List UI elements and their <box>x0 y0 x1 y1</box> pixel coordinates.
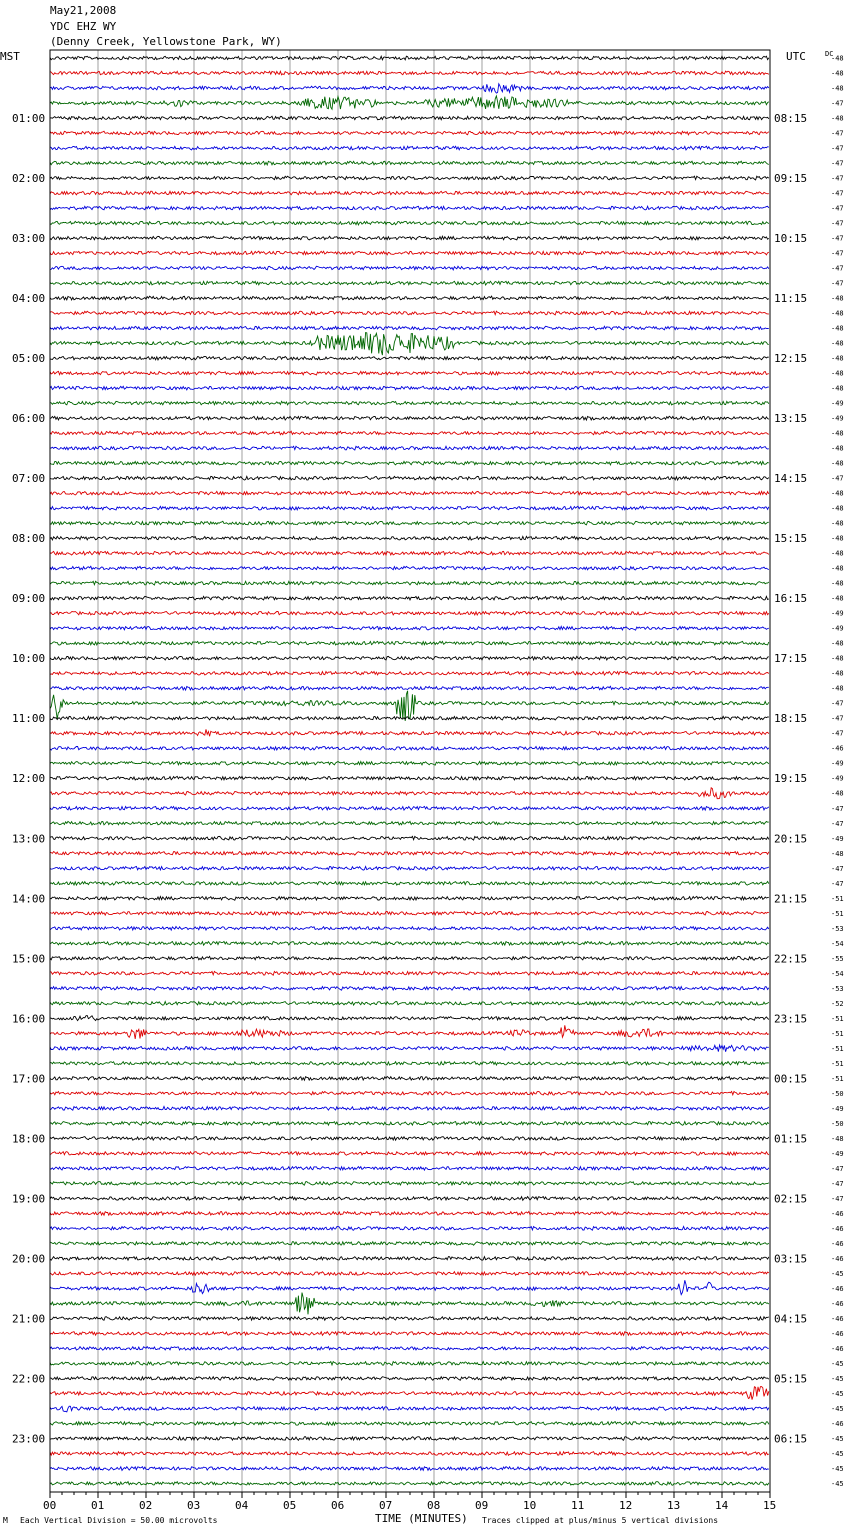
trace-row <box>50 1452 769 1456</box>
right-hour-label: 13:15 <box>774 412 808 426</box>
left-hour-label: 08:00 <box>12 532 46 546</box>
dc-offset-value: -47 <box>831 879 844 888</box>
dc-offset-value: -46 <box>831 1254 844 1263</box>
trace-row <box>50 221 769 225</box>
dc-offset-value: -48 <box>831 684 844 693</box>
trace-row <box>50 1317 769 1321</box>
dc-offset-value: -48 <box>831 849 844 858</box>
dc-offset-value: -47 <box>831 204 844 213</box>
trace-row <box>50 521 769 525</box>
x-tick-label: 14 <box>715 1499 729 1512</box>
trace-row <box>50 927 769 931</box>
trace-row <box>50 867 769 871</box>
dc-offset-value: -48 <box>831 369 844 378</box>
trace-row <box>50 96 769 109</box>
trace-row <box>50 536 769 540</box>
dc-offset-value: -48 <box>831 429 844 438</box>
right-hour-label: 16:15 <box>774 592 808 606</box>
dc-offset-value: -48 <box>831 789 844 798</box>
trace-row <box>50 1242 769 1246</box>
dc-offset-value: -46 <box>831 744 844 753</box>
dc-offset-value: -53 <box>831 984 844 993</box>
dc-offset-value: -47 <box>831 174 844 183</box>
dc-offset-value: -46 <box>831 1239 844 1248</box>
dc-offset-value: -48 <box>831 519 844 528</box>
trace-row <box>50 896 769 900</box>
dc-offset-value: -53 <box>831 924 844 933</box>
trace-row <box>50 431 769 435</box>
dc-offset-value: -45 <box>831 1434 844 1443</box>
x-axis-label: TIME (MINUTES) <box>375 1512 468 1525</box>
trace-row <box>50 1332 769 1336</box>
trace-row <box>50 1293 769 1315</box>
trace-row <box>50 1212 769 1216</box>
dc-offset-value: -51 <box>831 1014 844 1023</box>
right-hour-label: 10:15 <box>774 232 808 246</box>
right-timezone-label: UTC <box>786 50 806 63</box>
station-code: YDC EHZ WY <box>50 20 117 33</box>
trace-row <box>50 626 769 630</box>
dc-offset-value: -48 <box>831 579 844 588</box>
dc-offset-value: -48 <box>831 114 844 123</box>
dc-offset-value: -49 <box>831 399 844 408</box>
dc-offset-value: -45 <box>831 1464 844 1473</box>
dc-offset-value: -46 <box>831 1314 844 1323</box>
dc-offset-value: -48 <box>831 639 844 648</box>
corner-mark: M <box>3 1516 8 1525</box>
trace-row <box>50 1387 769 1400</box>
dc-offset-value: -48 <box>831 504 844 513</box>
right-hour-label: 18:15 <box>774 712 808 726</box>
dc-offset-value: -46 <box>831 1224 844 1233</box>
trace-row <box>50 1377 769 1381</box>
dc-offset-value: -51 <box>831 894 844 903</box>
x-tick-label: 03 <box>187 1499 201 1512</box>
trace-row <box>50 566 769 570</box>
trace-row <box>50 1227 769 1231</box>
trace-row <box>50 671 769 675</box>
trace-row <box>50 1197 769 1201</box>
dc-offset-value: -48 <box>831 69 844 78</box>
dc-offset-value: -45 <box>831 1269 844 1278</box>
trace-row <box>50 806 769 810</box>
left-hour-label: 01:00 <box>12 112 46 126</box>
trace-row <box>50 942 769 946</box>
dc-offset-value: -49 <box>831 759 844 768</box>
right-hour-label: 09:15 <box>774 172 808 186</box>
dc-offset-value: -45 <box>831 1359 844 1368</box>
dc-offset-value: -48 <box>831 339 844 348</box>
dc-offset-value: -45 <box>831 1389 844 1398</box>
trace-row <box>50 371 769 375</box>
x-tick-label: 01 <box>91 1499 105 1512</box>
trace-row <box>50 1025 769 1039</box>
trace-row <box>50 1347 769 1351</box>
dc-offset-value: -48 <box>831 534 844 543</box>
trace-row <box>50 1406 769 1412</box>
trace-row <box>50 416 769 420</box>
trace-row <box>50 729 769 736</box>
dc-offset-value: -49 <box>831 609 844 618</box>
dc-offset-value: -49 <box>831 624 844 633</box>
trace-row <box>50 1467 769 1471</box>
dc-offset-value: -49 <box>831 834 844 843</box>
x-axis-ticks <box>43 1492 776 1512</box>
trace-row <box>50 311 769 315</box>
dc-offset-column <box>831 55 844 1488</box>
dc-offset-value: -47 <box>831 99 844 108</box>
trace-row <box>50 691 769 721</box>
dc-offset-value: -47 <box>831 189 844 198</box>
trace-row <box>50 1422 769 1426</box>
trace-row <box>50 776 769 780</box>
trace-row <box>50 596 769 600</box>
right-hour-label: 17:15 <box>774 652 808 666</box>
trace-row <box>50 71 769 75</box>
trace-row <box>50 506 769 510</box>
trace-row <box>50 1092 769 1096</box>
left-hour-label: 10:00 <box>12 652 46 666</box>
trace-row <box>50 641 769 645</box>
trace-row <box>50 1437 769 1441</box>
dc-offset-value: -47 <box>831 249 844 258</box>
dc-offset-value: -47 <box>831 819 844 828</box>
trace-row <box>50 1362 769 1366</box>
right-hour-label: 22:15 <box>774 952 808 966</box>
dc-offset-value: -45 <box>831 1374 844 1383</box>
dc-offset-value: -49 <box>831 1104 844 1113</box>
trace-row <box>50 161 769 165</box>
dc-offset-value: -48 <box>831 54 844 63</box>
seismic-traces <box>50 56 769 1485</box>
right-hour-label: 03:15 <box>774 1252 808 1266</box>
dc-offset-value: -55 <box>831 954 844 963</box>
record-date: May21,2008 <box>50 4 117 17</box>
dc-offset-value: -47 <box>831 699 844 708</box>
dc-offset-header: DC <box>825 50 834 58</box>
left-hour-label: 09:00 <box>12 592 46 606</box>
trace-row <box>50 131 769 135</box>
right-hour-label: 01:15 <box>774 1132 808 1146</box>
dc-offset-value: -47 <box>831 159 844 168</box>
trace-row <box>50 821 769 825</box>
trace-row <box>50 747 769 751</box>
left-hour-label: 15:00 <box>12 952 46 966</box>
dc-offset-value: -48 <box>831 384 844 393</box>
dc-offset-value: -47 <box>831 219 844 228</box>
dc-offset-value: -51 <box>831 1029 844 1038</box>
clipping-note: Traces clipped at plus/minus 5 vertical divisions <box>482 1516 719 1525</box>
dc-offset-value: -47 <box>831 864 844 873</box>
trace-row <box>50 491 769 495</box>
x-tick-label: 13 <box>667 1499 681 1512</box>
x-tick-label: 06 <box>331 1499 345 1512</box>
left-hour-label: 06:00 <box>12 412 46 426</box>
trace-row <box>50 1002 769 1006</box>
trace-row <box>50 1107 769 1111</box>
left-hour-label: 11:00 <box>12 712 46 726</box>
right-hour-label: 11:15 <box>774 292 808 306</box>
right-hour-label: 23:15 <box>774 1012 808 1026</box>
left-hour-labels <box>12 112 45 1445</box>
dc-offset-value: -47 <box>831 1194 844 1203</box>
dc-offset-value: -47 <box>831 804 844 813</box>
trace-row <box>50 326 769 330</box>
right-hour-label: 04:15 <box>774 1312 808 1326</box>
dc-offset-value: -49 <box>831 774 844 783</box>
left-hour-label: 19:00 <box>12 1192 46 1206</box>
right-hour-label: 20:15 <box>774 832 808 846</box>
dc-offset-value: -45 <box>831 1479 844 1488</box>
trace-row <box>50 1257 769 1261</box>
right-hour-label: 19:15 <box>774 772 808 786</box>
right-hour-label: 02:15 <box>774 1192 808 1206</box>
trace-row <box>50 333 769 356</box>
dc-offset-value: -51 <box>831 1044 844 1053</box>
trace-row <box>50 686 769 690</box>
trace-row <box>50 476 769 480</box>
dc-offset-value: -48 <box>831 459 844 468</box>
dc-offset-value: -47 <box>831 729 844 738</box>
right-hour-label: 12:15 <box>774 352 808 366</box>
dc-offset-value: -54 <box>831 969 844 978</box>
trace-row <box>50 971 769 975</box>
left-hour-label: 21:00 <box>12 1312 46 1326</box>
trace-row <box>50 1045 769 1052</box>
trace-row <box>50 1016 769 1021</box>
trace-row <box>50 116 769 120</box>
dc-offset-value: -45 <box>831 1404 844 1413</box>
trace-row <box>50 446 769 450</box>
trace-row <box>50 356 769 360</box>
x-tick-label: 00 <box>43 1499 57 1512</box>
x-tick-label: 04 <box>235 1499 249 1512</box>
trace-row <box>50 191 769 195</box>
trace-row <box>50 836 769 840</box>
trace-row <box>50 1062 769 1066</box>
right-hour-label: 14:15 <box>774 472 808 486</box>
trace-row <box>50 611 769 615</box>
dc-offset-value: -48 <box>831 84 844 93</box>
trace-row <box>50 1182 769 1186</box>
trace-row <box>50 56 769 60</box>
dc-offset-value: -47 <box>831 144 844 153</box>
trace-row <box>50 206 769 210</box>
dc-offset-value: -47 <box>831 279 844 288</box>
right-hour-labels <box>774 112 807 1445</box>
dc-offset-value: -50 <box>831 1089 844 1098</box>
trace-row <box>50 912 769 916</box>
right-hour-label: 06:15 <box>774 1432 808 1446</box>
x-tick-label: 10 <box>523 1499 537 1512</box>
trace-row <box>50 1272 769 1276</box>
dc-offset-value: -46 <box>831 1329 844 1338</box>
trace-row <box>50 1280 769 1294</box>
dc-offset-value: -51 <box>831 1059 844 1068</box>
left-hour-label: 04:00 <box>12 292 46 306</box>
x-tick-label: 08 <box>427 1499 441 1512</box>
trace-row <box>50 1167 769 1171</box>
dc-offset-value: -51 <box>831 909 844 918</box>
left-hour-label: 23:00 <box>12 1432 46 1446</box>
station-location: (Denny Creek, Yellowstone Park, WY) <box>50 35 282 48</box>
trace-row <box>50 1137 769 1141</box>
trace-row <box>50 386 769 390</box>
dc-offset-value: -47 <box>831 1164 844 1173</box>
dc-offset-value: -48 <box>831 324 844 333</box>
dc-offset-value: -49 <box>831 1149 844 1158</box>
trace-row <box>50 266 769 270</box>
left-hour-label: 07:00 <box>12 472 46 486</box>
trace-row <box>50 1152 769 1156</box>
dc-offset-value: -45 <box>831 1449 844 1458</box>
dc-offset-value: -46 <box>831 1209 844 1218</box>
dc-offset-value: -47 <box>831 264 844 273</box>
left-hour-label: 05:00 <box>12 352 46 366</box>
trace-row <box>50 882 769 886</box>
dc-offset-value: -47 <box>831 1179 844 1188</box>
right-hour-label: 15:15 <box>774 532 808 546</box>
dc-offset-value: -48 <box>831 669 844 678</box>
dc-offset-value: -54 <box>831 939 844 948</box>
trace-row <box>50 146 769 150</box>
trace-row <box>50 762 769 766</box>
trace-row <box>50 987 769 991</box>
left-hour-label: 18:00 <box>12 1132 46 1146</box>
dc-offset-value: -46 <box>831 1299 844 1308</box>
trace-row <box>50 551 769 555</box>
dc-offset-value: -48 <box>831 294 844 303</box>
left-hour-label: 03:00 <box>12 232 46 246</box>
x-tick-label: 02 <box>139 1499 153 1512</box>
dc-offset-value: -46 <box>831 1284 844 1293</box>
right-hour-label: 08:15 <box>774 112 808 126</box>
x-tick-label: 05 <box>283 1499 297 1512</box>
trace-row <box>50 1077 769 1081</box>
trace-row <box>50 1122 769 1126</box>
x-tick-label: 11 <box>571 1499 585 1512</box>
dc-offset-value: -48 <box>831 489 844 498</box>
trace-row <box>50 281 769 285</box>
dc-offset-value: -47 <box>831 129 844 138</box>
dc-offset-value: -49 <box>831 414 844 423</box>
left-hour-label: 14:00 <box>12 892 46 906</box>
dc-offset-value: -48 <box>831 564 844 573</box>
dc-offset-value: -48 <box>831 549 844 558</box>
dc-offset-value: -46 <box>831 1344 844 1353</box>
dc-offset-value: -47 <box>831 714 844 723</box>
left-hour-label: 22:00 <box>12 1372 46 1386</box>
left-hour-label: 12:00 <box>12 772 46 786</box>
left-timezone-label: MST <box>0 50 20 63</box>
trace-row <box>50 581 769 585</box>
dc-offset-value: -46 <box>831 1419 844 1428</box>
dc-offset-value: -50 <box>831 1119 844 1128</box>
trace-row <box>50 251 769 255</box>
trace-row <box>50 84 769 93</box>
trace-row <box>50 236 769 240</box>
trace-row <box>50 956 769 960</box>
x-tick-label: 15 <box>763 1499 777 1512</box>
trace-row <box>50 176 769 180</box>
trace-row <box>50 852 769 856</box>
x-tick-label: 07 <box>379 1499 393 1512</box>
trace-row <box>50 788 769 799</box>
trace-row <box>50 296 769 300</box>
trace-row <box>50 1482 769 1486</box>
trace-row <box>50 401 769 405</box>
trace-row <box>50 656 769 660</box>
dc-offset-value: -47 <box>831 234 844 243</box>
x-tick-label: 09 <box>475 1499 489 1512</box>
dc-offset-value: -47 <box>831 474 844 483</box>
trace-row <box>50 461 769 465</box>
left-hour-label: 17:00 <box>12 1072 46 1086</box>
right-hour-label: 00:15 <box>774 1072 808 1086</box>
dc-offset-value: -48 <box>831 594 844 603</box>
left-hour-label: 16:00 <box>12 1012 46 1026</box>
left-hour-label: 13:00 <box>12 832 46 846</box>
left-hour-label: 20:00 <box>12 1252 46 1266</box>
vertical-scale-note: Each Vertical Division = 50.00 microvolts <box>20 1516 218 1525</box>
right-hour-label: 21:15 <box>774 892 808 906</box>
dc-offset-value: -51 <box>831 1074 844 1083</box>
dc-offset-value: -48 <box>831 444 844 453</box>
dc-offset-value: -48 <box>831 654 844 663</box>
left-hour-label: 02:00 <box>12 172 46 186</box>
dc-offset-value: -52 <box>831 999 844 1008</box>
dc-offset-value: -48 <box>831 309 844 318</box>
dc-offset-value: -48 <box>831 354 844 363</box>
x-tick-label: 12 <box>619 1499 633 1512</box>
dc-offset-value: -48 <box>831 1134 844 1143</box>
right-hour-label: 05:15 <box>774 1372 808 1386</box>
